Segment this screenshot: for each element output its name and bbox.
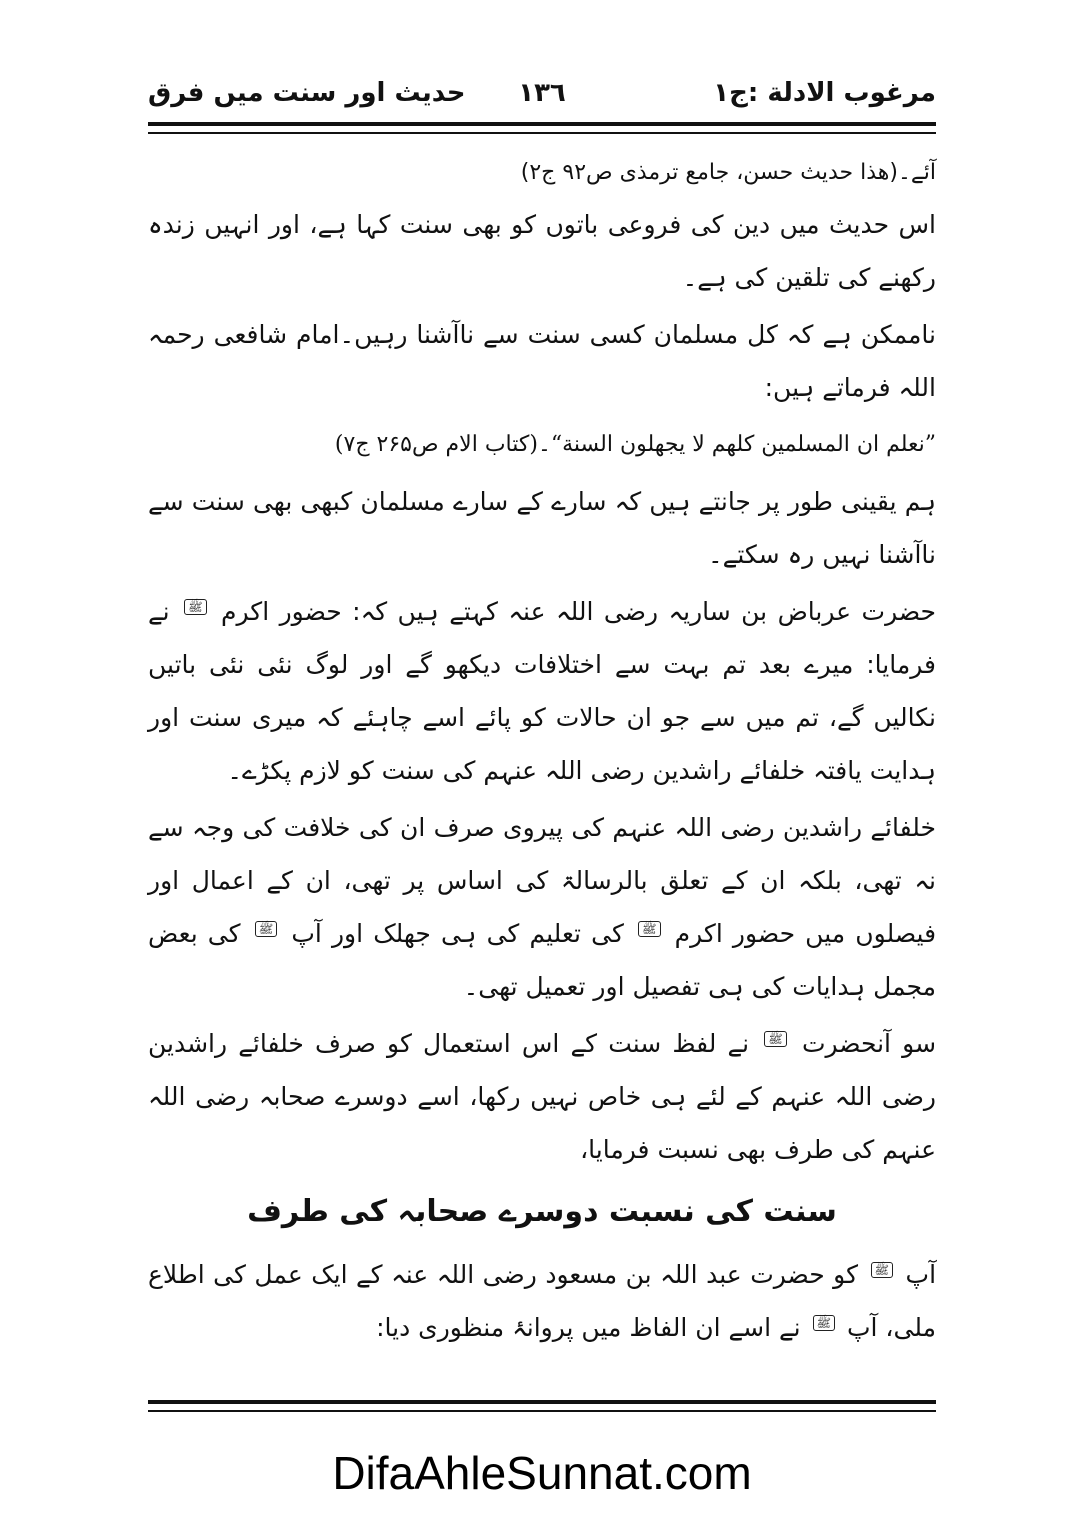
footer-divider — [148, 1400, 936, 1412]
text-segment: نے اسے ان الفاظ میں پروانۂ منظوری دیا: — [376, 1313, 801, 1342]
paragraph — [148, 1248, 936, 1354]
text-segment: آپ — [905, 1260, 937, 1289]
honorific-icon: ﷺ — [813, 1315, 836, 1331]
honorific-icon: ﷺ — [638, 921, 661, 937]
paragraph: اس حدیث میں دین کی فروعی باتوں کو بھی سنت کہا ہے، اور انہیں زندہ رکھنے کی تلقین کی ہے۔ — [148, 210, 936, 292]
paragraph — [148, 585, 936, 797]
site-watermark: DifaAhleSunnat.com — [332, 1447, 752, 1499]
paragraph — [148, 1017, 936, 1176]
honorific-icon: ﷺ — [871, 1262, 894, 1278]
chapter-title: حدیث اور سنت میں فرق — [148, 78, 466, 108]
arabic-quote: ”نعلم ان المسلمین کلھم لا یجھلون السنة“۔(کتاب الام ص۲۶۵ ج۷) — [334, 432, 936, 457]
text-segment: نے لفظ سنت کے اس استعمال کو صرف خلفائے راشدین رضی اللہ عنہم کے لئے ہی خاص نہیں رکھا، اسے دوسرے صحابہ رضی اللہ عنہم کی طرف بھی نسبت فرمایا، — [148, 1029, 936, 1164]
section-heading: سنت کی نسبت دوسرے صحابہ کی طرف — [247, 1194, 837, 1229]
book-title: مرغوب الادلة :ج١ — [713, 78, 936, 108]
text-segment: خلفائے راشدین رضی اللہ عنہم کی پیروی صرف ان کی خلافت کی وجہ سے نہ تھی، بلکہ ان کے تعلق بالرسالۃ کی اساس پر تھی، ان کے اعمال اور فیصلوں میں حضور اکرم — [148, 813, 937, 948]
header-divider — [148, 122, 936, 134]
text-segment: کی تعلیم کی ہی جھلک اور آپ — [291, 919, 624, 948]
text-segment: کی بعض مجمل ہدایات کی ہی تفصیل اور تعمیل تھی۔ — [148, 919, 936, 1001]
text-segment: نے فرمایا: میرے بعد تم بہت سے اختلافات دیکھو گے اور لوگ نئی نئی باتیں نکالیں گے، تم میں سے جو ان حالات کو پائے اسے چاہئے کہ میری سنت اور ہدایت یافتہ خلفائے راشدین رضی اللہ عنہم کی سنت کو لازم پکڑے۔ — [148, 597, 936, 785]
text-segment: کو حضرت عبد اللہ بن مسعود رضی اللہ عنہ کے ایک عمل کی اطلاع ملی، آپ — [148, 1260, 936, 1342]
page-body — [148, 152, 936, 1358]
book-page — [148, 60, 936, 1420]
text-segment: حضرت عرباض بن ساریہ رضی اللہ عنہ کہتے ہیں کہ: حضور اکرم — [221, 597, 936, 626]
honorific-icon: ﷺ — [184, 599, 207, 615]
page-number: ١٣٦ — [518, 78, 566, 108]
paragraph: ہم یقینی طور پر جانتے ہیں کہ سارے کے سارے مسلمان کبھی بھی سنت سے ناآشنا نہیں رہ سکتے۔ — [148, 487, 936, 569]
page-header — [148, 70, 936, 120]
paragraph: ناممکن ہے کہ کل مسلمان کسی سنت سے ناآشنا رہیں۔امام شافعی رحمہ اللہ فرماتے ہیں: — [148, 320, 936, 402]
honorific-icon: ﷺ — [764, 1031, 787, 1047]
honorific-icon: ﷺ — [255, 921, 278, 937]
reference-line: آئے۔(ھذا حدیث حسن، جامع ترمذی ص۹۲ ج۲) — [520, 160, 936, 185]
text-segment: سو آنحضرت — [801, 1029, 937, 1058]
paragraph — [148, 801, 936, 1013]
